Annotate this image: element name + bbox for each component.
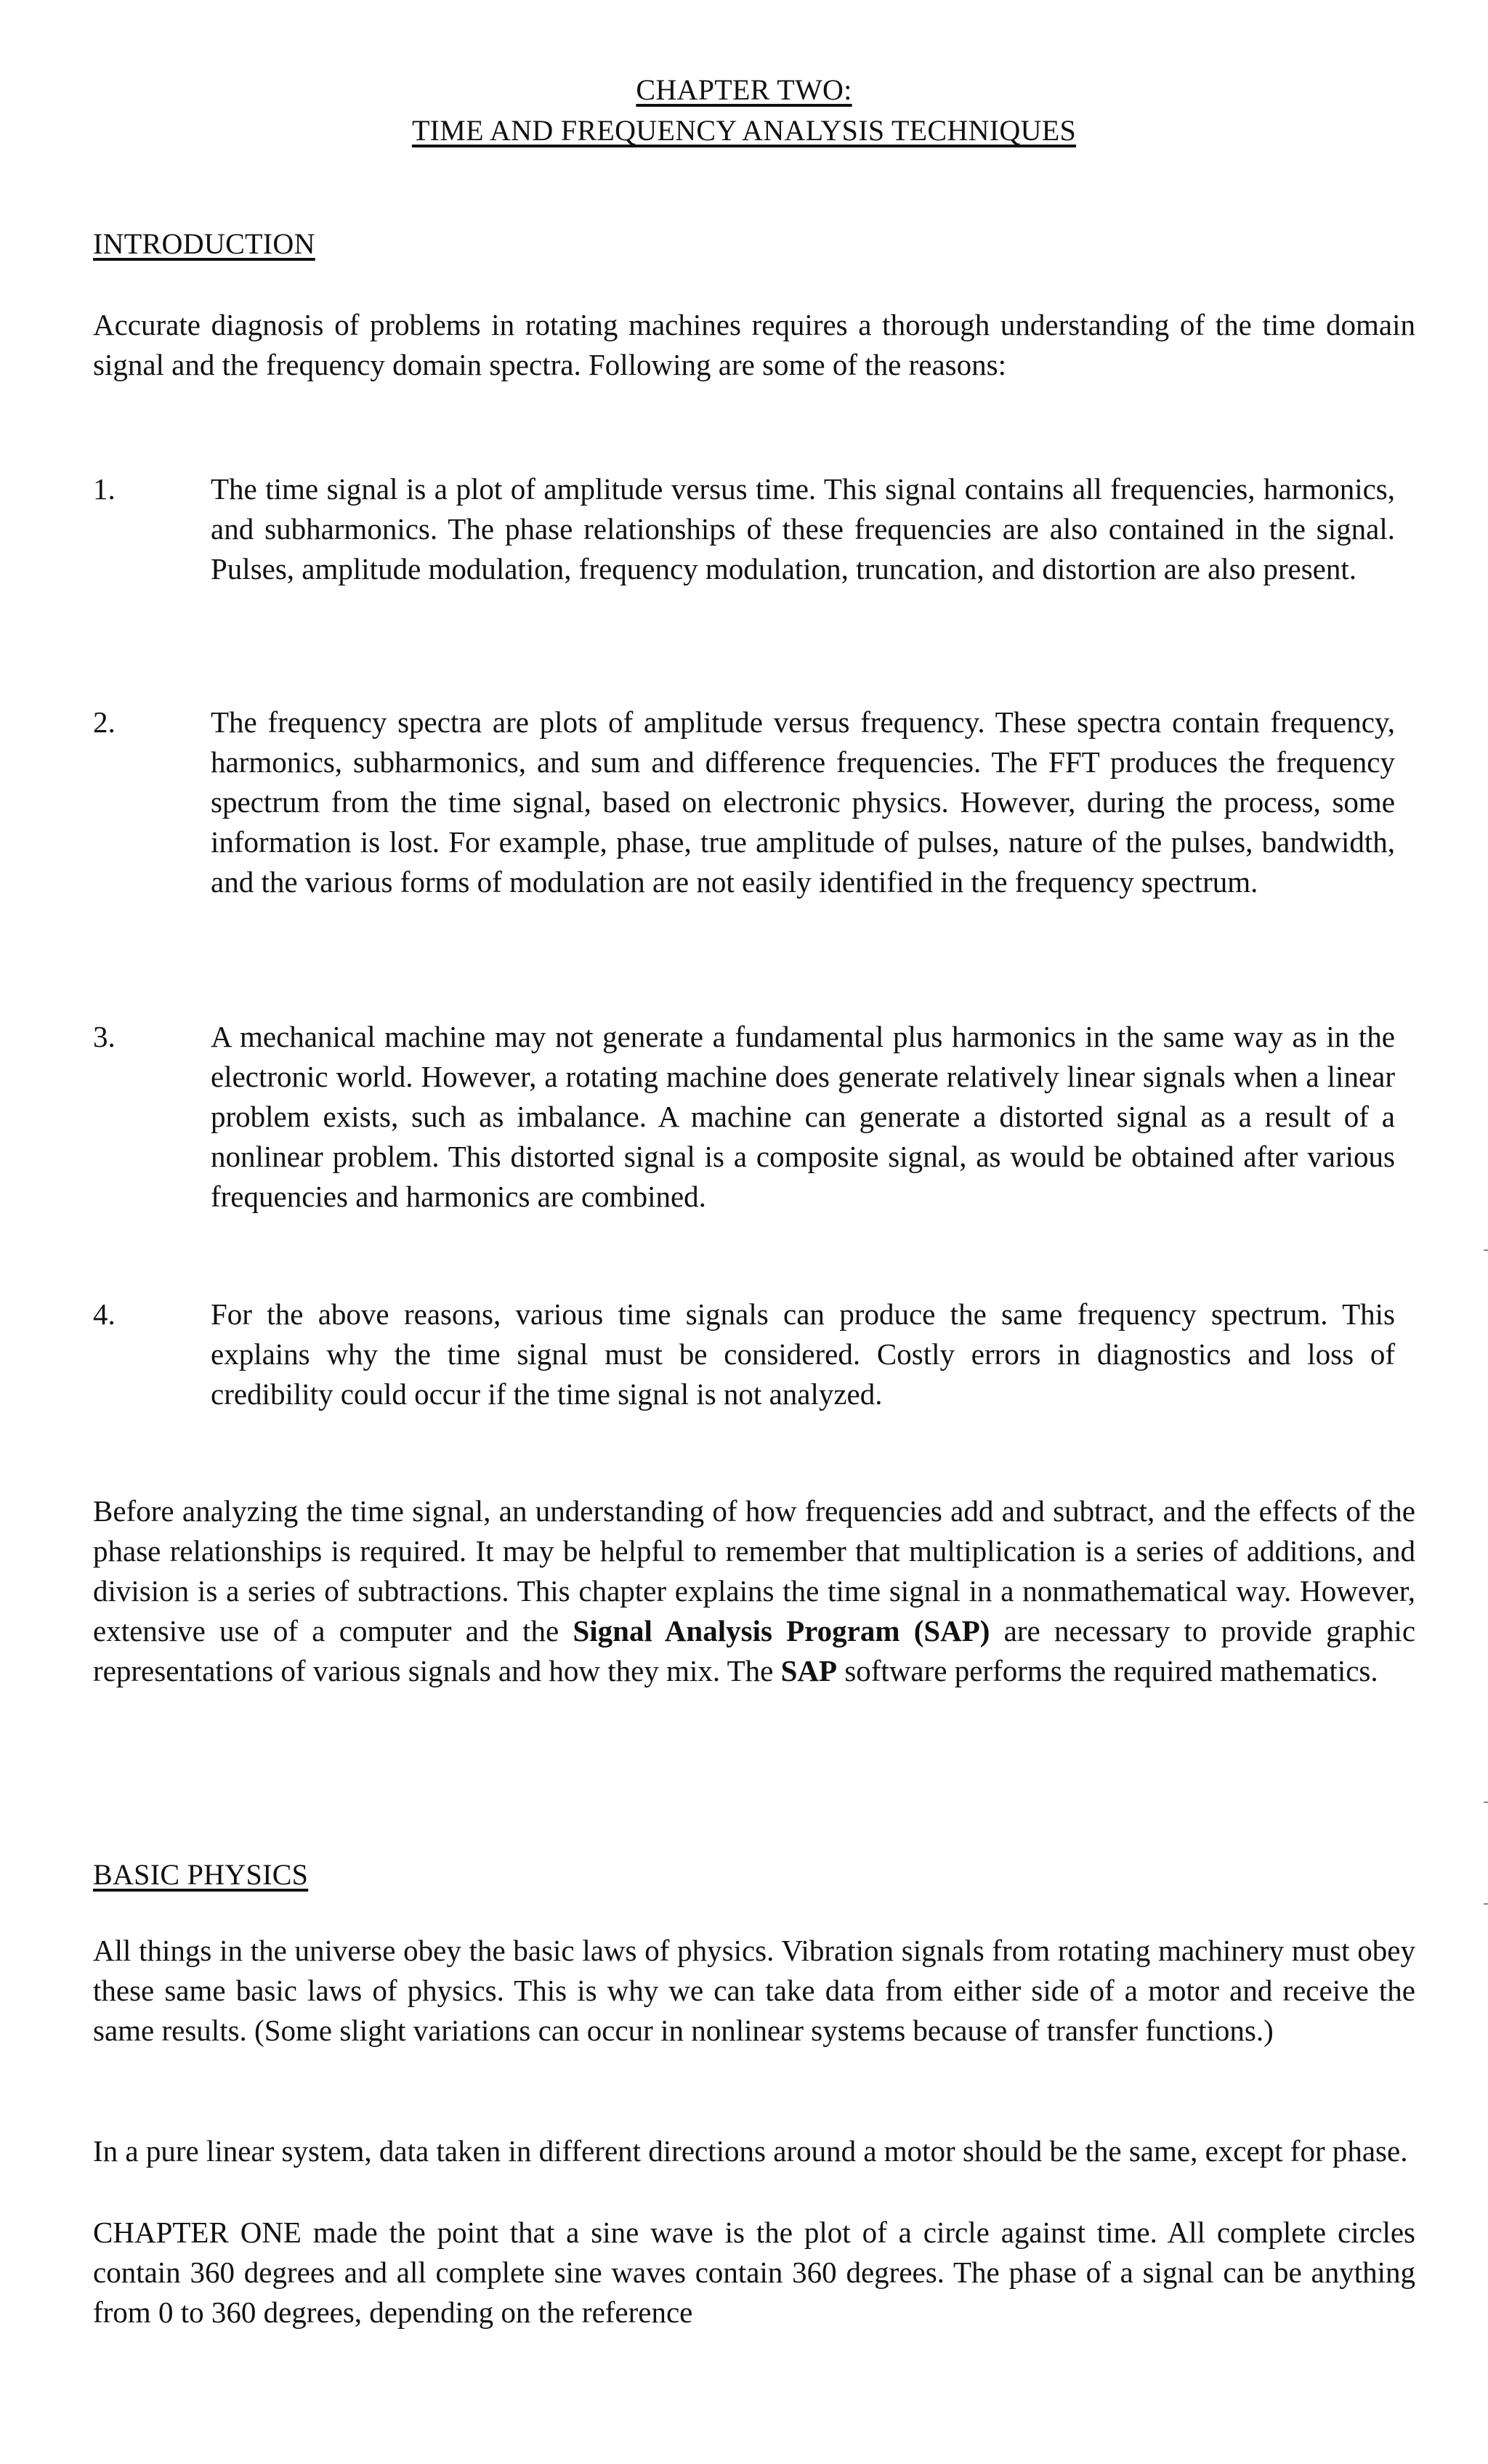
- scan-edge-mark: [1484, 1249, 1488, 1251]
- section-heading-basic-physics: BASIC PHYSICS: [93, 1858, 309, 1891]
- list-item-number: 1.: [93, 472, 116, 506]
- list-item-text: The frequency spectra are plots of amplitude versus frequency. These spectra contain frequency, harmonics, subharmonics, and sum and difference frequencies. The FFT produces the frequency spectrum from the time signal, based on electronic physics. However, during the process, some information is lost. For example, phase, true amplitude of pulses, nature of the pulses, bandwidth, and the various forms of modulation are not easily identified in the frequency spectrum.: [211, 705, 1395, 899]
- intro-paragraph: Accurate diagnosis of problems in rotating machines requires a thorough understanding of the time domain signal and the frequency domain spectra. Following are some of the reasons:: [93, 308, 1415, 381]
- chapter-number: CHAPTER TWO:: [636, 73, 852, 106]
- closing-text-middle: are necessary to provide graphic representations of various signals and how they mix. The: [93, 1614, 1416, 1687]
- list-item-number: 3.: [93, 1020, 116, 1053]
- physics-paragraph: All things in the universe obey the basic laws of physics. Vibration signals from rotating machinery must obey these same basic laws of physics. This is why we can take data from either side of a motor and receive the same results. (Some slight variations can occur in nonlinear systems because of transfer functions.): [93, 1934, 1415, 2047]
- section-heading-introduction: INTRODUCTION: [93, 227, 315, 260]
- physics-paragraph: In a pure linear system, data taken in different directions around a motor should be the same, except for phase.: [93, 2134, 1408, 2168]
- list-item-text: The time signal is a plot of amplitude versus time. This signal contains all frequencies, harmonics, and subharmonics. The phase relationships of these frequencies are also contained in the signal. Pulses, amplitude modulation, frequency modulation, truncation, and distortion are also present.: [211, 472, 1395, 585]
- closing-text-end: software performs the required mathematics.: [837, 1654, 1378, 1687]
- closing-text-start: Before analyzing the time signal, an understanding of how frequencies add and subtract, and the effects of the phase relationships is required. It may be helpful to remember that multiplication is a series of additions, and division is a series of subtractions. This chapter explains the time signal in a nonmathematical way. However, extensive use of a computer and the: [93, 1494, 1415, 1648]
- closing-paragraph: [93, 1491, 1415, 1691]
- chapter-title: TIME AND FREQUENCY ANALYSIS TECHNIQUES: [411, 114, 1077, 147]
- scan-edge-mark: [1484, 1903, 1488, 1905]
- list-item-text: A mechanical machine may not generate a fundamental plus harmonics in the same way as in the electronic world. However, a rotating machine does generate relatively linear signals when a linear problem exists, such as imbalance. A machine can generate a distorted signal as a result of a nonlinear problem. This distorted signal is a composite signal, as would be obtained after various frequencies and harmonics are combined.: [211, 1020, 1395, 1213]
- list-item-number: 2.: [93, 705, 116, 739]
- sap-abbrev: SAP: [780, 1654, 838, 1687]
- list-item-number: 4.: [93, 1297, 116, 1331]
- scan-edge-mark: [1484, 1802, 1488, 1803]
- list-item-text: For the above reasons, various time signals can produce the same frequency spectrum. This explains why the time signal must be considered. Costly errors in diagnostics and loss of credibility could occur if the time signal is not analyzed.: [211, 1297, 1395, 1411]
- physics-paragraph: CHAPTER ONE made the point that a sine wave is the plot of a circle against time. All complete circles contain 360 degrees and all complete sine waves contain 360 degrees. The phase of a signal can be anything from 0 to 360 degrees, depending on the reference: [93, 2216, 1415, 2329]
- sap-program-name: Signal Analysis Program (SAP): [573, 1614, 990, 1648]
